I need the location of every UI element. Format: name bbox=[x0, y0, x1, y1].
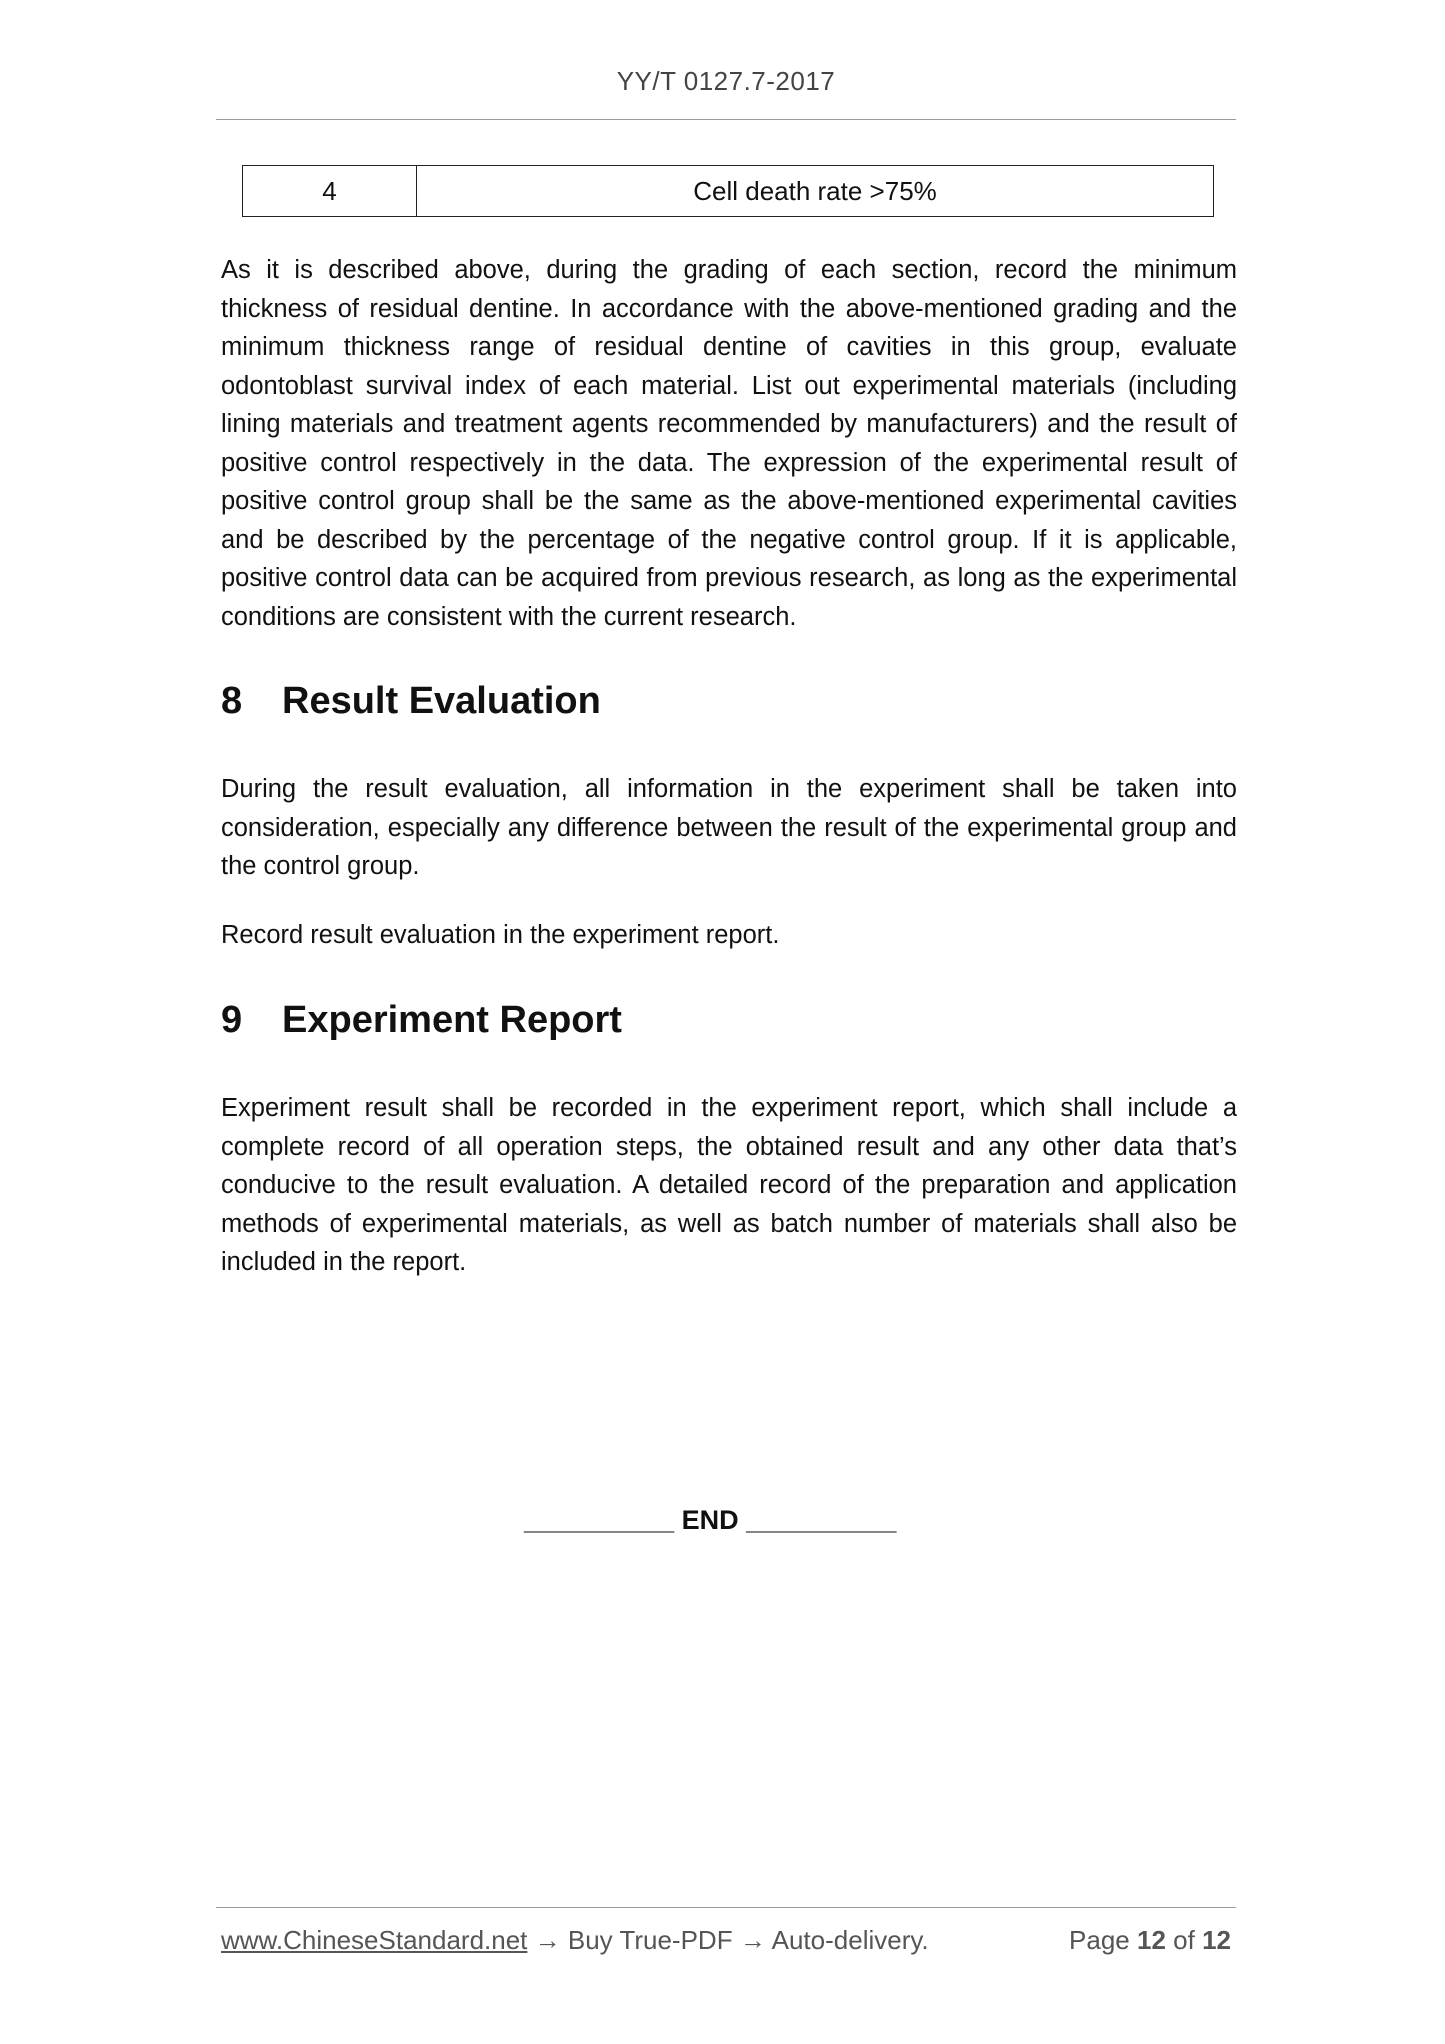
paragraph-experiment-report: Experiment result shall be recorded in the experiment report, which shall include a complete record of all operation steps, the obtained result and any other data that’s conducive to the result evaluation. A detailed record of the preparation and application methods of experimental materials, as well as batch number of materials shall also be included in the report. bbox=[221, 1094, 1237, 1276]
page-total: 12 bbox=[1202, 1925, 1231, 1955]
section-title: Experiment Report bbox=[282, 999, 622, 1041]
arrow-right-icon: → bbox=[739, 1925, 766, 1955]
page-word: Page bbox=[1069, 1925, 1130, 1955]
table-row bbox=[243, 166, 1214, 217]
footer-promo bbox=[221, 1925, 929, 1956]
section-number: 9 bbox=[221, 999, 243, 1041]
section-number: 8 bbox=[221, 680, 243, 722]
section-heading-experiment-report bbox=[221, 998, 622, 1042]
website-link[interactable]: www.ChineseStandard.net bbox=[221, 1925, 528, 1955]
page-number bbox=[1069, 1925, 1231, 1956]
page-current: 12 bbox=[1137, 1925, 1166, 1955]
table-cell-description: Cell death rate >75% bbox=[417, 166, 1214, 217]
end-marker: __________ END __________ bbox=[524, 1505, 897, 1535]
section-title: Result Evaluation bbox=[282, 680, 601, 722]
paragraph-result-evaluation-1: During the result evaluation, all information in the experiment shall be taken into consideration, especially any difference between the result of the experimental group and the control group. bbox=[221, 775, 1237, 880]
table-cell-grade: 4 bbox=[243, 166, 417, 217]
header-divider bbox=[216, 119, 1236, 120]
grading-table bbox=[242, 165, 1214, 217]
paragraph-result-evaluation-2: Record result evaluation in the experiment report. bbox=[221, 921, 780, 949]
section-heading-result-evaluation bbox=[221, 679, 601, 723]
of-word: of bbox=[1173, 1925, 1195, 1955]
paragraph-grading-note: As it is described above, during the grading of each section, record the minimum thickness of residual dentine. In accordance with the above-mentioned grading and the minimum thickness range of residual dentine of cavities in this group, evaluate odontoblast survival index of each material. List out experimental materials (including lining materials and treatment agents recommended by manufacturers) and the result of positive control respectively in the data. The expression of the experimental result of positive control group shall be the same as the above-mentioned experimental cavities and be described by the percentage of the negative control group. If it is applicable, positive control data can be acquired from previous research, as long as the experimental conditions are consistent with the current research. bbox=[221, 256, 1237, 631]
footer-divider bbox=[216, 1907, 1236, 1908]
footer-delivery-text: Auto-delivery. bbox=[771, 1925, 929, 1955]
page-header-standard-code: YY/T 0127.7-2017 bbox=[616, 66, 836, 96]
arrow-right-icon: → bbox=[534, 1925, 561, 1955]
footer-buy-text: Buy True-PDF bbox=[567, 1925, 733, 1955]
